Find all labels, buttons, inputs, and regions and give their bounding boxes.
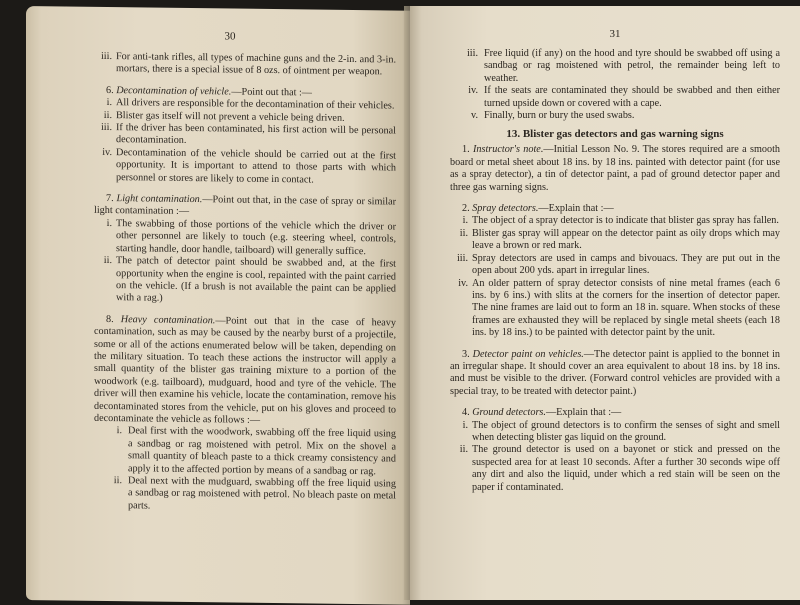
list-item <box>450 85 780 110</box>
list-item-number: ii. <box>103 109 112 121</box>
list-item-text: Deal first with the woodwork, swabbing off the free liquid using a sandbag or rag moistened with petrol. Mix on the shovel a small quantity of bleach paste to a thick creamy consistency and apply it to the affected portion by means of a sandbag or rag. <box>128 425 396 477</box>
list-item-text: Decontamination of the vehicle should be carried out at the first opportunity. It is important to attend to those parts with which personnel or stores are likely to come in contact. <box>116 146 396 186</box>
list-item <box>450 420 780 445</box>
paragraph-gap <box>450 194 780 203</box>
numbered-paragraph <box>450 203 780 215</box>
list-item-text: Free liquid (if any) on the hood and tyre should be swabbed off using a sandbag or rag moistened with petrol, the remainder being left to weather. <box>484 48 780 84</box>
section-heading: 13. Blister gas detectors and gas warning signs <box>506 128 724 141</box>
list-item <box>94 51 396 80</box>
paragraph-heading: Detector paint on vehicles. <box>472 348 584 360</box>
paragraph-text: —Initial Lesson No. 9. The stores required are a smooth board or metal sheet about 18 ins. by 18 ins. painted with detector paint (for use as a spray detector), a tin of detector paint, a pad of ground detector paper and three gas warning signs. <box>450 144 781 193</box>
list-item <box>94 122 396 151</box>
paragraph-heading: Spray detectors. <box>472 203 539 215</box>
left-page <box>26 6 410 605</box>
list-item-text: Deal next with the mudguard, swabbing off the free liquid using a sandbag or rag moistened with petrol. No bleach paste on metal parts. <box>128 475 396 512</box>
list-item-text: If the driver has been contaminated, his first action will be personal decontamination. <box>116 122 396 147</box>
list-item-number: i. <box>462 215 468 227</box>
open-book <box>26 6 800 600</box>
list-item <box>450 228 780 253</box>
list-item-number: iii. <box>100 121 112 134</box>
paragraph-text: —Point out that, in the case of spray or similar light contamination :— <box>94 194 397 218</box>
numbered-paragraph <box>450 349 780 399</box>
list-item-number: iii. <box>100 50 112 63</box>
list-item-text: Finally, burn or bury the used swabs. <box>484 110 635 122</box>
paragraph-number: 6. <box>106 84 114 96</box>
list-item-text: Spray detectors are used in camps and bivouacs. They are put out in the open about 200 yds. apart in irregular lines. <box>472 252 780 277</box>
paragraph-gap <box>450 398 780 407</box>
list-item-text: The patch of detector paint should be swabbed and, at the first opportunity when the engine is cool, repainted with the paint carried on the vehicle. (If a brush is not available the paint can be applied with a rag.) <box>116 255 396 304</box>
list-item-number: i. <box>116 425 122 437</box>
list-item-text: Blister gas itself will not prevent a vehicle being driven. <box>116 109 345 124</box>
left-page-text <box>94 51 396 516</box>
list-item-number: i. <box>106 217 112 229</box>
list-item-number: iv. <box>468 85 478 97</box>
paragraph-number: 4. <box>462 407 470 419</box>
paragraph-number: 3. <box>462 348 470 360</box>
list-item-text: The object of a spray detector is to indicate that blister gas spray has fallen. <box>472 215 779 227</box>
paragraph-number: 7. <box>106 193 114 205</box>
list-item-number: iv. <box>102 146 112 158</box>
list-item-number: ii. <box>103 255 112 267</box>
paragraph-gap <box>450 340 780 349</box>
list-item <box>450 444 780 494</box>
paragraph-text: —Point out that in the case of heavy contamination, such as may be caused by the nearby burst of a projectile, some or all of the actions enumerated below will be taken, depending on the military situation. To teach these actions the instructor will apply a small quantity of the blister gas training mixture to a portion of the woodwork (e.g. tailboard), mudguard, hood and tyre of the vehicle. The driver will then examine his vehicle, locate the contamination, remove his decontaminated stores from the vehicle, put on his gloves and proceed to decontaminate the vehicle as follows :— <box>94 315 396 426</box>
paragraph-heading: Ground detectors. <box>472 407 546 419</box>
list-item-number: ii. <box>459 444 468 456</box>
numbered-paragraph <box>94 314 396 429</box>
paragraph-text: —The detector paint is applied to the bonnet in an irregular shape. It should cover an area equivalent to about 18 ins. by 18 ins. and must be visible to the driver. (Forward control vehicles are provided with a special tray, to be treated with detector paint.) <box>450 348 781 397</box>
right-page-text <box>450 48 780 494</box>
list-item <box>94 218 396 259</box>
list-item <box>94 255 396 308</box>
list-item-text: For anti-tank rifles, all types of machine guns and the 2-in. and 3-in. mortars, there is a special issue of 8 ozs. of ointment per weapon. <box>116 51 396 78</box>
list-item-number: v. <box>471 110 478 122</box>
list-item-number: iv. <box>458 277 468 289</box>
paragraph-heading: Light contamination. <box>116 193 203 206</box>
paragraph-heading: Heavy contamination. <box>120 313 216 327</box>
list-item-text: The object of ground detectors is to confirm the senses of sight and smell when detecting blister gas liquid on the ground. <box>472 419 780 443</box>
list-item <box>450 253 780 278</box>
list-item-text: Blister gas spray will appear on the detector paint as oily drops which may leave a brown or red mark. <box>472 227 780 252</box>
page-number: 31 <box>609 28 621 40</box>
list-item-text: The ground detector is used on a bayonet or stick and pressed on the suspected area for at least 10 seconds. After a further 30 seconds wipe off any dirt and also the liquid, under which a red stain will be seen on the paper if contaminated. <box>472 444 780 493</box>
list-item <box>94 147 396 188</box>
numbered-paragraph <box>450 144 780 194</box>
numbered-paragraph <box>450 407 780 419</box>
list-item-text: The swabbing of those portions of the vehicle which the driver or other personnel are likely to touch (e.g. steering wheel, controls, starting handle, door handle, tailboard) will generally suffice. <box>116 217 396 257</box>
paragraph-number: 1. <box>462 144 470 156</box>
list-item-number: iii. <box>466 48 478 59</box>
list-item-text: An older pattern of spray detector consists of nine metal frames (each 6 ins. by 6 ins.) with slits at the corners for the insertion of detector paper. The nine frames are laid out to form an 18 in. square. When stocks of these frames are exhausted they will be replaced by single metal sheets (each 18 ins. by 18 ins.) to be painted with detector paint by the unit. <box>472 277 780 339</box>
list-item <box>94 425 396 478</box>
list-item-text: All drivers are responsible for the decontamination of their vehicles. <box>116 97 395 112</box>
list-item <box>94 475 396 516</box>
list-item-text: If the seats are contaminated they should be swabbed and then either turned upside down or covered with a cape. <box>484 85 780 109</box>
paragraph-number: 2. <box>462 203 470 215</box>
list-item-number: iii. <box>456 252 468 264</box>
list-item-number: i. <box>462 419 468 431</box>
paragraph-number: 8. <box>106 313 114 325</box>
list-item <box>450 215 780 227</box>
right-page <box>410 6 800 600</box>
paragraph-heading: Instructor's note. <box>473 144 544 156</box>
list-item <box>450 48 780 85</box>
list-item-number: i. <box>106 97 112 109</box>
list-item-number: ii. <box>459 227 468 239</box>
list-item <box>450 110 780 122</box>
paragraph-text: —Explain that :— <box>545 407 622 419</box>
list-item-number: ii. <box>113 475 122 487</box>
paragraph-text: —Explain that :— <box>538 203 614 215</box>
list-item <box>450 278 780 340</box>
paragraph-text: —Point out that :— <box>231 86 312 99</box>
page-number: 30 <box>224 30 236 43</box>
numbered-paragraph <box>94 193 396 222</box>
paragraph-heading: Decontamination of vehicle. <box>116 84 232 98</box>
